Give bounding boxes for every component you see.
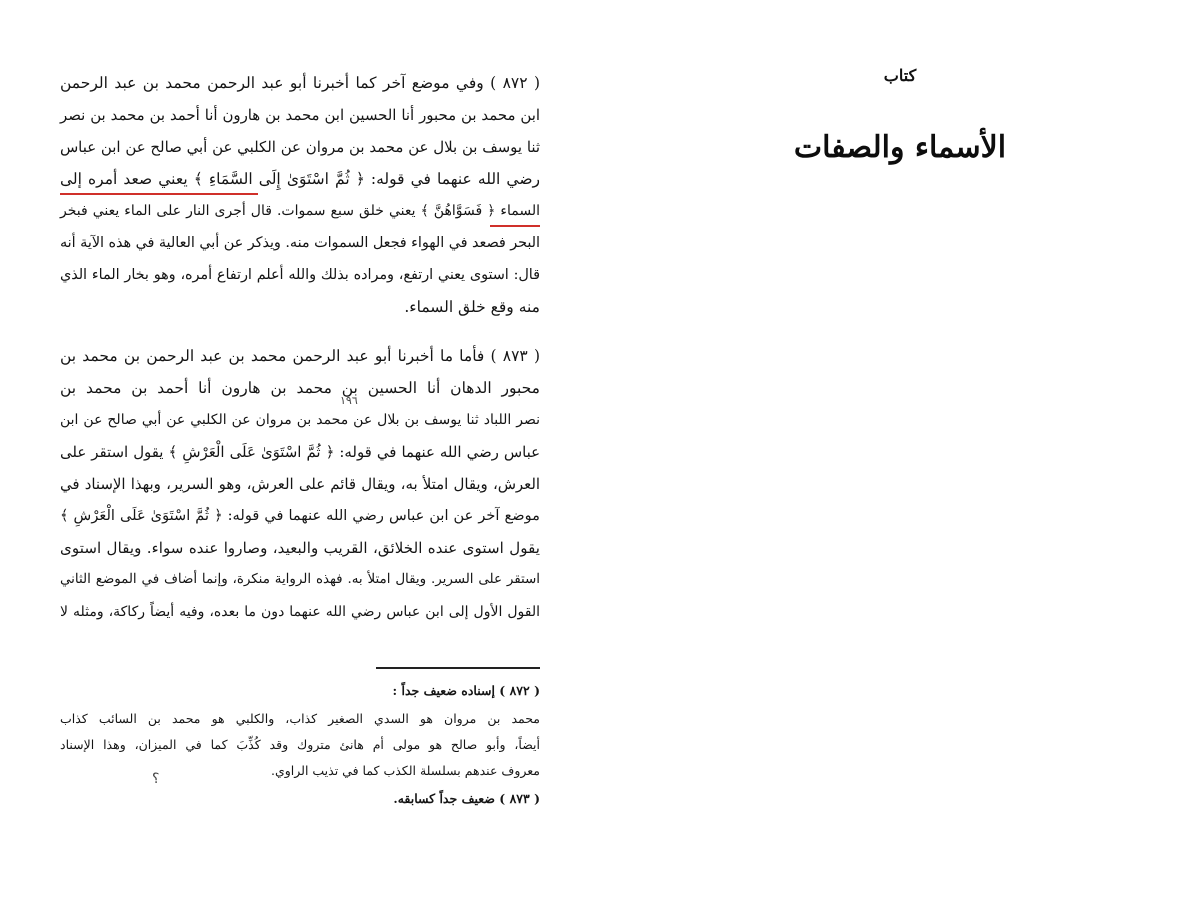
- body-line: يقول استوى عنده الخلائق، القريب والبعيد، وصاروا عنده سواء. ويقال استوى: [60, 539, 540, 557]
- body-line: ( ٨٧٣ ) فأما ما أخبرنا أبو عبد الرحمن محمد بن عبد الرحمن بن محمد بن: [60, 347, 541, 365]
- body-line: عباس رضي الله عنهما في قوله: ﴿ ثُمَّ اسْتَوَىٰ عَلَى الْعَرْشِ ﴾ يقول استقر على: [60, 443, 540, 461]
- footnote-line: محمد بن مروان هو السدي الصغير كذاب، والكلبي هو محمد بن السائب كذاب: [60, 711, 540, 726]
- red-underline: [490, 225, 540, 227]
- footnote-line: أيضاً، وأبو صالح هو مولى أم هانئ متروك وقد كُذِّبَ كما في الميزان، وهذا الإسناد: [60, 737, 540, 752]
- body-line: العرش، ويقال امتلأ به، ويقال قائم على العرش، وهو السرير، وبهذا الإسناد في: [60, 475, 540, 493]
- footnote-rule: [376, 667, 540, 669]
- handwritten-mark: ؟: [152, 771, 160, 787]
- body-line: ثنا يوسف بن بلال عن محمد بن مروان عن الكلبي عن أبي صالح عن ابن عباس: [60, 138, 540, 156]
- book-title: الأسماء والصفات: [793, 130, 1007, 165]
- body-line: نصر اللباد ثنا يوسف بن بلال عن محمد بن مروان عن الكلبي عن أبي صالح عن ابن: [60, 412, 540, 428]
- body-line: استقر على السرير. ويقال امتلأ به. فهذه الرواية منكرة، وإنما أضاف في الموضع الثاني: [60, 572, 540, 587]
- body-line: السماء ﴿ فَسَوَّاهُنَّ ﴾ يعني خلق سبع سموات. قال أجرى النار على الماء يعني فبخر: [60, 203, 540, 219]
- footnote-heading: ( ٨٧٢ ) إسناده ضعيف جداً :: [392, 683, 540, 698]
- body-line: ( ٨٧٢ ) وفي موضع آخر كما أخبرنا أبو عبد الرحمن محمد بن عبد الرحمن: [60, 74, 540, 92]
- right-page: [600, 0, 1200, 907]
- body-line: البحر فصعد في الهواء فجعل السموات منه. ويذكر عن أبي العالية في هذه الآية أنه: [60, 235, 540, 251]
- stray-mark: ١٩٦: [340, 394, 358, 407]
- red-underline: [60, 193, 258, 195]
- body-line: محبور الدهان أنا الحسين بن محمد بن هارون أنا أحمد بن محمد بن: [60, 379, 540, 397]
- body-line: ابن محمد بن محبور أنا الحسين ابن محمد بن هارون أنا أحمد بن محمد بن نصر: [60, 106, 540, 124]
- body-line: قال: استوى يعني ارتفع، ومراده بذلك والله أعلم ارتفاع أمره، وهو بخار الماء الذي: [60, 267, 540, 283]
- book-word: كتاب: [883, 66, 917, 85]
- body-line: موضع آخر عن ابن عباس رضي الله عنهما في قوله: ﴿ ثُمَّ اسْتَوَىٰ عَلَى الْعَرْشِ ﴾: [60, 507, 540, 524]
- footnote-line: معروف عندهم بسلسلة الكذب كما في تذيب الراوي.: [270, 763, 540, 778]
- footnote-heading: ( ٨٧٣ ) ضعيف جداً كسابقه.: [393, 791, 540, 806]
- body-line: رضي الله عنهما في قوله: ﴿ ثُمَّ اسْتَوَىٰ إِلَى السَّمَاءِ ﴾ يعني صعد أمره إلى: [60, 170, 540, 188]
- body-line: القول الأول إلى ابن عباس رضي الله عنهما دون ما بعده، وفيه أيضاً ركاكة، ومثله لا: [60, 604, 540, 620]
- body-line: منه وقع خلق السماء.: [404, 298, 540, 316]
